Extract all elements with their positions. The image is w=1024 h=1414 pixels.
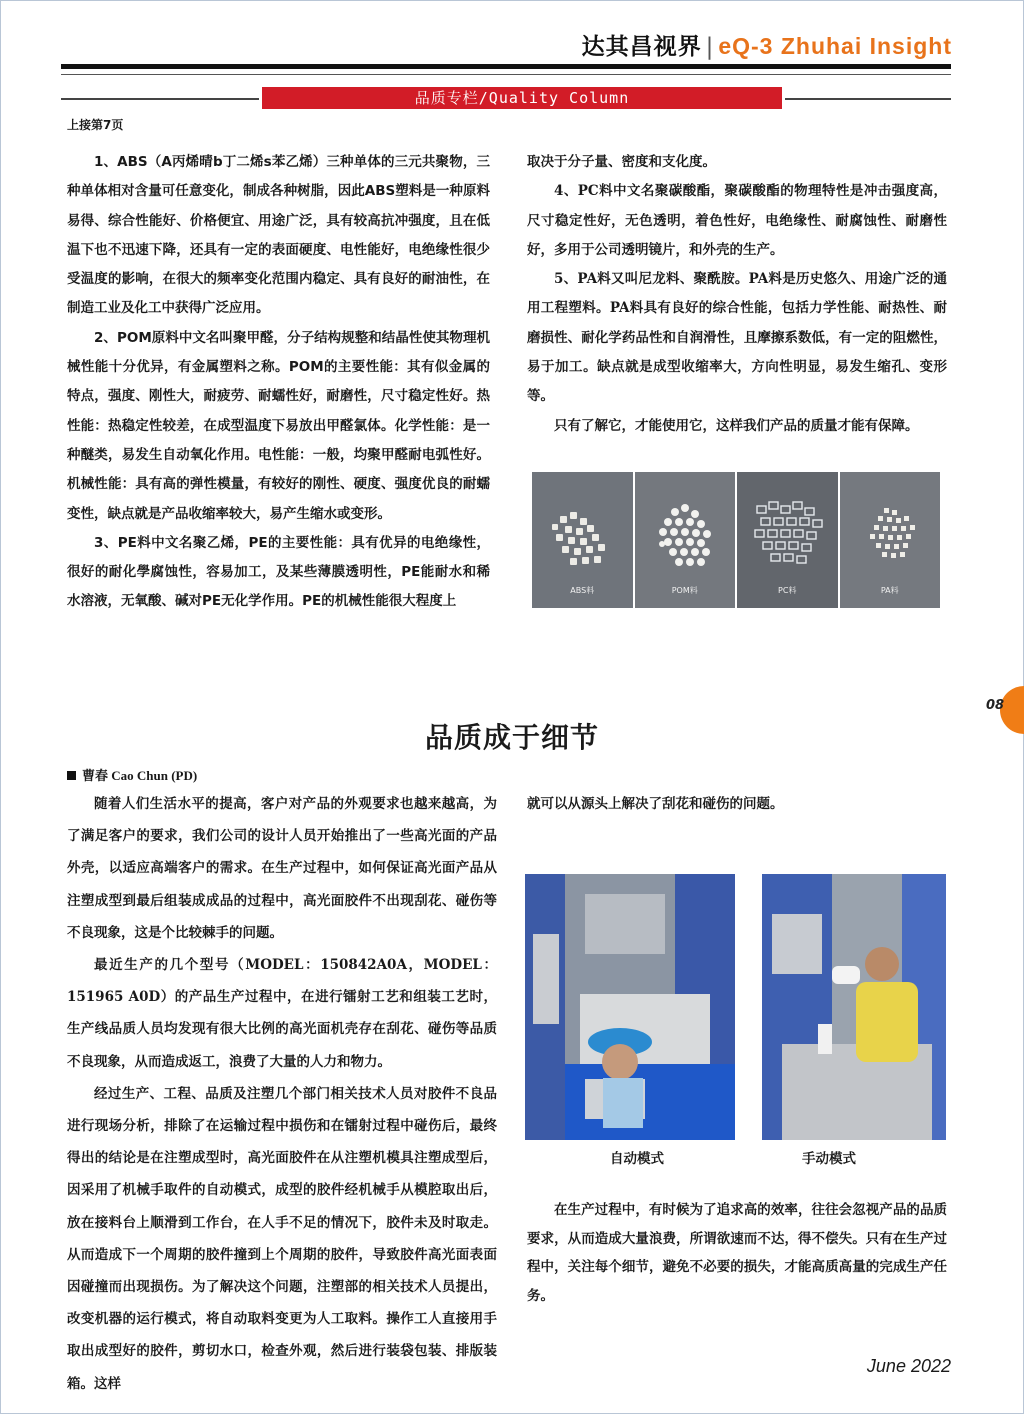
byline-square-icon: [67, 771, 76, 780]
manual-mode-image: [762, 874, 946, 1140]
article-paragraph-2: 最近生产的几个型号（MODEL：150842A0A，MODEL：151965 A0D）的产品生产过程中，在进行镭射工艺和组装工艺时，生产线品质人员均发现有很大比例的高光面机壳存在刮花、碰伤等品质不良现象，从而造成返工，浪费了大量的人力和物力。: [67, 957, 497, 1070]
label-abs: ABS料: [570, 586, 595, 595]
continued-note: 上接第7页: [67, 118, 124, 132]
page-number: 08: [986, 698, 1005, 713]
paragraph-pa: 5、PA料又叫尼龙料、聚酰胺。PA料是历史悠久、用途广泛的通用工程塑料。PA料具有良好的综合性能，包括力学性能、耐热性、耐磨损性、耐化学药品性和自润滑性，且摩擦系数低，有一定的阻燃性，易于加工。缺点就是成型收缩率大，方向性明显，易发生缩孔、变形等。: [527, 271, 947, 405]
article-title: 品质成于细节: [424, 721, 599, 754]
article-left-column: [67, 788, 497, 1400]
paragraph-pe-cont: 取决于分子量、密度和支化度。: [527, 154, 716, 170]
label-pa: PA料: [880, 586, 899, 595]
byline-author: 曹春 Cao Chun (PD): [82, 768, 198, 783]
article-paragraph-4: 在生产过程中，有时候为了追求高的效率，往往会忽视产品的品质要求，从而造成大量浪费，所谓欲速而不达，得不偿失。只有在生产过程中，关注每个细节，避免不必要的损失，才能高质高量的完成生产任务。: [527, 1202, 947, 1304]
material-photo-strip: [532, 472, 940, 608]
paragraph-conclusion: 只有了解它，才能使用它，这样我们产品的质量才能有保障。: [554, 417, 919, 434]
photo-pa-pellets: [840, 472, 941, 608]
caption-automatic-mode: 自动模式: [610, 1151, 664, 1167]
photo-manual-mode: [762, 874, 946, 1140]
article-right-column-top: [527, 788, 947, 820]
article-paragraph-3: 经过生产、工程、品质及注塑几个部门相关技术人员对胶件不良品进行现场分析，排除了在运输过程中损伤和在镭射过程中碰伤后，最终得出的结论是在注塑成型时，高光面胶件在从注塑机模具注塑成型后，因采用了机械手取件的自动模式，成型的胶件经机械手从模腔取出后，放在接料台上顺滑到工作台，在人手不足的情况下，胶件未及时取走。从而造成下一个周期的胶件撞到上个周期的胶件，导致胶件高光面表面因碰撞而出现损伤。为了解决这个问题，注塑部的相关技术人员提出，改变机器的运行模式，将自动取料变更为人工取料。操作工人直接用手取出成型好的胶件，剪切水口，检查外观，然后进行装袋包装、排版装箱。这样: [67, 1085, 497, 1392]
header-rule-thick: [61, 64, 951, 69]
photo-abs-pellets: [532, 472, 633, 608]
label-pc: PC料: [778, 586, 797, 595]
footer-date: June 2022: [866, 1356, 951, 1376]
materials-right-column: [527, 148, 947, 441]
paragraph-abs: 1、ABS（A丙烯晴b丁二烯s苯乙烯）三种单体的三元共聚物，三种单体相对含量可任意变化，制成各种树脂，因此ABS塑料是一种原料易得、综合性能好、价格便宜、用途广泛，具有较高抗冲强度，且在低温下也不迅速下降，还具有一定的表面硬度、电性能好，电绝缘性很少受温度的影响，在很大的频率变化范围内稳定、具有良好的耐油性，在制造工业及化工中获得广泛应用。: [67, 154, 490, 317]
masthead: [582, 28, 952, 61]
automatic-mode-image: [525, 874, 735, 1140]
paragraph-pe: 3、PE料中文名聚乙烯，PE的主要性能：具有优异的电绝缘性，很好的耐化學腐蚀性，容易加工，及某些薄膜透明性，PE能耐水和稀水溶液，无氧酸、碱对PE无化学作用。PE的机械性能很大程度上: [67, 534, 490, 610]
photo-automatic-mode: [525, 874, 735, 1140]
byline: [67, 765, 197, 784]
photo-pom-pellets: [635, 472, 736, 608]
article-paragraph-3-cont: 就可以从源头上解决了刮花和碰伤的问题。: [527, 796, 784, 812]
masthead-en: eQ-3 Zhuhai Insight: [718, 33, 952, 59]
paragraph-pom: 2、POM原料中文名叫聚甲醛，分子结构规整和结晶性使其物理机械性能十分优异，有金属塑料之称。POM的主要性能：其有似金属的特点，强度、刚性大，耐疲劳、耐蠕性好，耐磨性，尺寸稳定性好。热性能：热稳定性较差，在成型温度下易放出甲醛氯体。化学性能：是一种醚类，易发生自动氧化作用。电性能：一般，均聚甲醛耐电弧性好。机械性能：具有高的弹性模量，有较好的刚性、硬度、强度优良的耐蠕变性，缺点就是产品收缩率较大，易产生缩水或变形。: [67, 329, 490, 522]
masthead-cn: 达其昌视界: [581, 33, 702, 60]
paragraph-pc: 4、PC料中文名聚碳酸酯，聚碳酸酯的物理特性是冲击强度高，尺寸稳定性好，无色透明，着色性好，电绝缘性、耐腐蚀性、耐磨性好，多用于公司透明镜片，和外壳的生产。: [527, 183, 947, 258]
caption-manual-mode: 手动模式: [802, 1151, 856, 1167]
article-right-column-bottom: [527, 1196, 947, 1310]
masthead-separator: |: [705, 34, 715, 60]
header-rule-thin: [61, 74, 951, 75]
article-paragraph-1: 随着人们生活水平的提高，客户对产品的外观要求也越来越高，为了满足客户的要求，我们公司的设计人员开始推出了一些高光面的产品外壳，以适应高端客户的需求。在生产过程中，如何保证高光面产品从注塑成型到最后组装成成品的过程中，高光面胶件不出现刮花、碰伤等不良现象，这是个比较棘手的问题。: [67, 796, 497, 941]
materials-left-column: [67, 148, 490, 617]
column-band: 品质专栏/Quality Column: [259, 87, 785, 109]
label-pom: POM料: [671, 586, 698, 595]
photo-pc-pellets: [737, 472, 838, 608]
